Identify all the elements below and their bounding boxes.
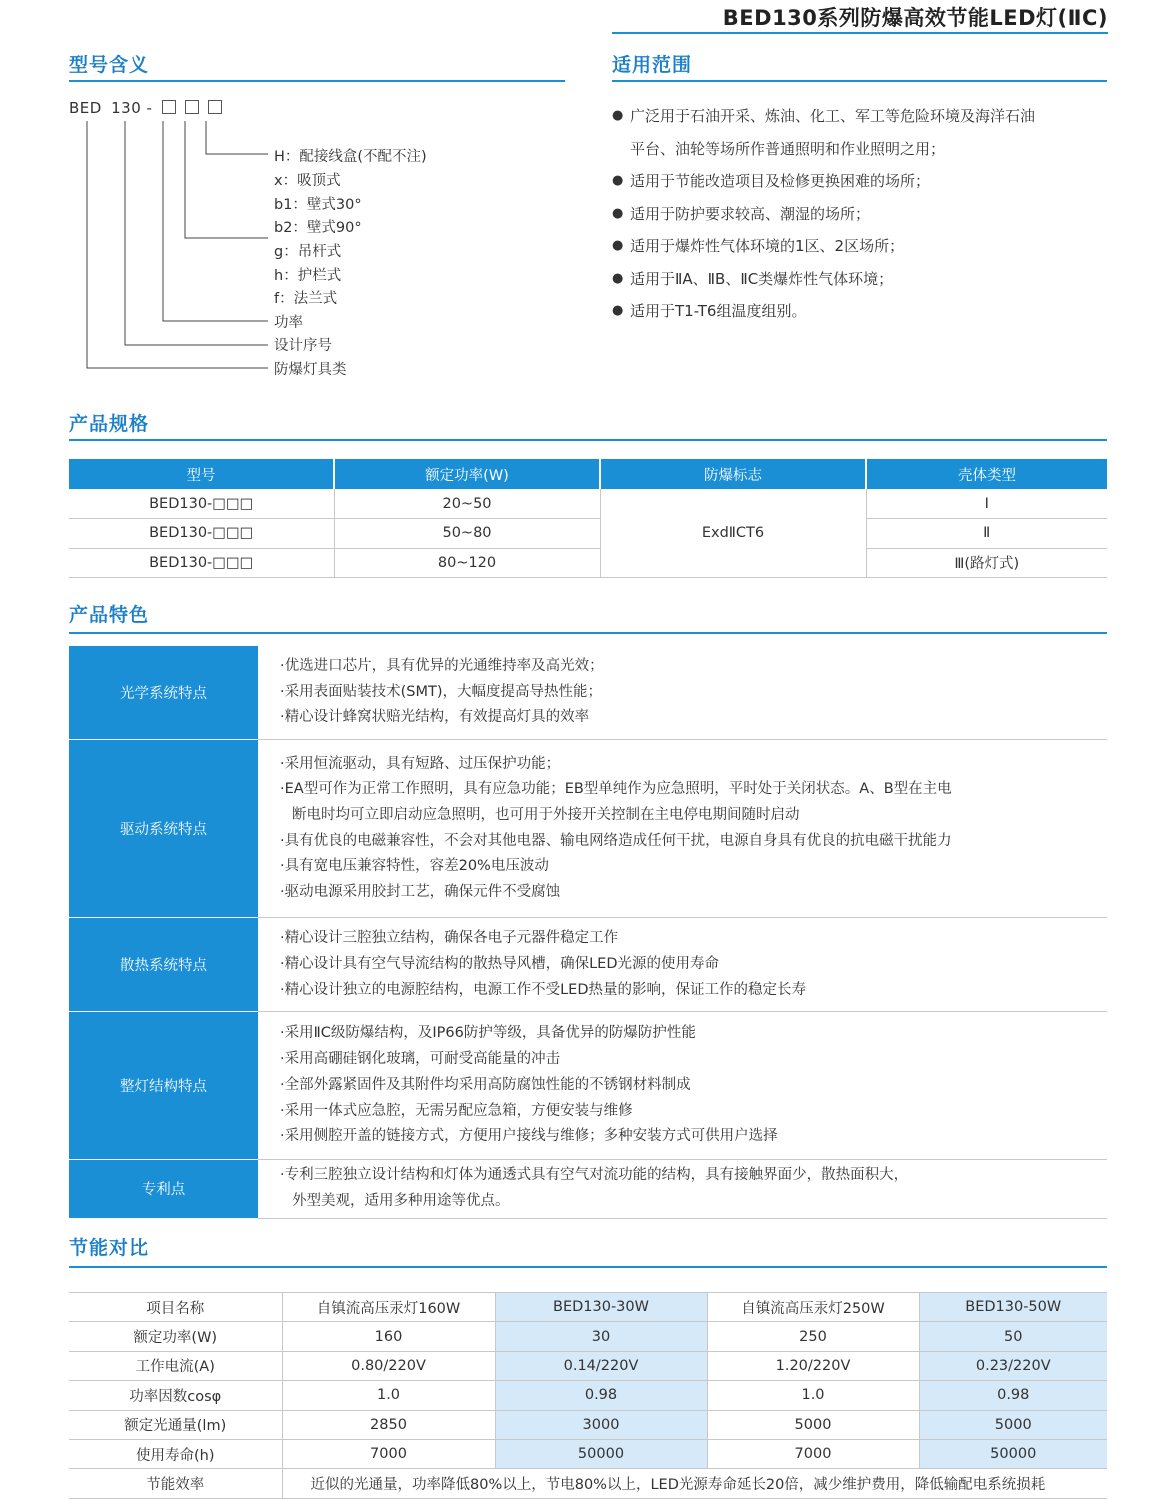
section-rule-energy — [69, 1266, 1107, 1268]
feature-body-driver: ·采用恒流驱动，具有短路、过压保护功能； ·EA型可作为正常工作照明，具有应急功能；EB型单纯作为应急照明，平时处于关闭状态。A、B型在主电 断电时均可立即启动应急照明，也可用于外接开关控制在主电停电期间随时启动 ·具有优良的电磁兼容性，不会对其他电器、输电网络造成任何干扰，电源自身具有优良的抗电磁干扰能力 ·具有宽电压兼容特性，容差20%电压波动 ·驱动电源采用胶封工艺，确保元件不受腐蚀 — [258, 740, 1107, 918]
feature-row-thermal — [69, 918, 1107, 1012]
meaning-label-b2: b2：壁式90° — [274, 220, 362, 236]
section-title-features: 产品特色 — [69, 604, 150, 626]
energy-cell-label: 使用寿命(h) — [69, 1439, 282, 1468]
energy-cell: 250 — [707, 1322, 919, 1351]
energy-cell-label: 额定功率(W) — [69, 1322, 282, 1351]
table-row — [69, 1439, 1107, 1468]
spec-cell-model: BED130-□□□ — [69, 489, 334, 519]
section-rule-features — [69, 632, 1107, 634]
spec-cell-power: 80~120 — [334, 548, 600, 578]
feature-body-thermal: ·精心设计三腔独立结构，确保各电子元器件稳定工作 ·精心设计具有空气导流结构的散热导风槽，确保LED光源的使用寿命 ·精心设计独立的电源腔结构，电源工作不受LED热量的影响，保证工作的稳定长寿 — [258, 918, 1107, 1012]
table-row — [69, 1351, 1107, 1380]
meaning-label-class: 防爆灯具类 — [274, 362, 347, 378]
scope-item: ● 适用于爆炸性气体环境的1区、2区场所； — [612, 230, 1112, 263]
energy-cell: 0.14/220V — [495, 1351, 707, 1380]
scope-item: ● 适用于节能改造项目及检修更换困难的场所； — [612, 165, 1112, 198]
energy-cell: 1.20/220V — [707, 1351, 919, 1380]
feature-body-structure: ·采用ⅡC级防爆结构，及IP66防护等级，具备优异的防爆防护性能 ·采用高硼硅钢化玻璃，可耐受高能量的冲击 ·全部外露紧固件及其附件均采用高防腐蚀性能的不锈钢材料制成 ·采用一体式应急腔，无需另配应急箱，方便安装与维修 ·采用侧腔开盖的链接方式，方便用户接线与维修；多种安装方式可供用户选择 — [258, 1012, 1107, 1160]
meaning-label-design: 设计序号 — [274, 338, 332, 354]
energy-cell: 5000 — [919, 1410, 1107, 1439]
energy-cell: 5000 — [707, 1410, 919, 1439]
feature-head-driver: 驱动系统特点 — [69, 740, 258, 918]
energy-cell: 3000 — [495, 1410, 707, 1439]
spec-header-shell: 壳体类型 — [866, 459, 1107, 489]
scope-item: ● 适用于防护要求较高、潮湿的场所； — [612, 198, 1112, 231]
scope-item: ● 适用于T1-T6组温度组别。 — [612, 295, 1112, 328]
features-table — [69, 646, 1107, 1219]
spec-cell-ex-mark: ExdⅡCT6 — [600, 489, 866, 578]
model-code-dash: - — [146, 99, 153, 117]
energy-header-item: 项目名称 — [69, 1293, 282, 1322]
spec-cell-shell: Ⅲ(路灯式) — [866, 548, 1107, 578]
spec-cell-model: BED130-□□□ — [69, 519, 334, 549]
energy-cell: 1.0 — [707, 1381, 919, 1410]
section-title-model-meaning: 型号含义 — [69, 54, 150, 76]
table-row — [69, 1410, 1107, 1439]
energy-cell: 50000 — [919, 1439, 1107, 1468]
energy-cell: 7000 — [707, 1439, 919, 1468]
table-row — [69, 548, 1107, 578]
energy-compare-table — [69, 1292, 1107, 1499]
meaning-label-b1: b1：壁式30° — [274, 197, 362, 213]
energy-cell: 0.98 — [495, 1381, 707, 1410]
section-rule-spec — [69, 439, 1107, 441]
feature-head-thermal: 散热系统特点 — [69, 918, 258, 1012]
energy-cell-label: 额定光通量(lm) — [69, 1410, 282, 1439]
model-meaning-leader-lines — [0, 0, 300, 380]
spec-header-power: 额定功率(W) — [334, 459, 600, 489]
table-row — [69, 1322, 1107, 1351]
energy-cell: 7000 — [282, 1439, 495, 1468]
table-row — [69, 1381, 1107, 1410]
spec-cell-power: 50~80 — [334, 519, 600, 549]
energy-cell: 0.23/220V — [919, 1351, 1107, 1380]
spec-cell-shell: Ⅱ — [866, 519, 1107, 549]
table-row — [69, 1469, 1107, 1498]
energy-cell: 1.0 — [282, 1381, 495, 1410]
spec-cell-shell: Ⅰ — [866, 489, 1107, 519]
section-title-scope: 适用范围 — [612, 54, 693, 76]
energy-efficiency-note: 近似的光通量，功率降低80%以上，节电80%以上，LED光源寿命延长20倍，减少维护费用，降低输配电系统损耗 — [282, 1469, 1107, 1498]
model-code-prefix: BED — [69, 99, 102, 117]
meaning-label-g: g：吊杆式 — [274, 244, 342, 260]
meaning-label-h: H：配接线盒(不配不注) — [274, 149, 427, 165]
section-title-energy: 节能对比 — [69, 1237, 150, 1259]
title-rule — [612, 32, 1108, 34]
energy-header-col1: 自镇流高压汞灯160W — [282, 1293, 495, 1322]
energy-cell-label: 工作电流(A) — [69, 1351, 282, 1380]
scope-item: ● 广泛用于石油开采、炼油、化工、军工等危险环境及海洋石油 平台、油轮等场所作普通照明和作业照明之用； — [612, 100, 1112, 165]
feature-head-structure: 整灯结构特点 — [69, 1012, 258, 1160]
meaning-label-h2: h：护栏式 — [274, 268, 342, 284]
energy-cell-label: 功率因数cosφ — [69, 1381, 282, 1410]
feature-body-patent: ·专利三腔独立设计结构和灯体为通透式具有空气对流功能的结构，具有接触界面少，散热面积大， 外型美观，适用多种用途等优点。 — [258, 1160, 1107, 1218]
meaning-label-power: 功率 — [274, 315, 303, 331]
spec-header-ex: 防爆标志 — [600, 459, 866, 489]
energy-cell-label: 节能效率 — [69, 1469, 282, 1498]
spec-table — [69, 459, 1107, 578]
meaning-label-x: x：吸顶式 — [274, 173, 341, 189]
feature-row-driver — [69, 740, 1107, 918]
energy-cell: 2850 — [282, 1410, 495, 1439]
energy-cell: 0.98 — [919, 1381, 1107, 1410]
energy-cell: 50000 — [495, 1439, 707, 1468]
section-rule-scope — [612, 80, 1107, 82]
energy-header-col2: BED130-30W — [495, 1293, 707, 1322]
energy-cell: 0.80/220V — [282, 1351, 495, 1380]
spec-header-row — [69, 459, 1107, 489]
table-row — [69, 489, 1107, 519]
scope-list — [612, 100, 1112, 328]
scope-item: ● 适用于ⅡA、ⅡB、ⅡC类爆炸性气体环境； — [612, 263, 1112, 296]
energy-header-col3: 自镇流高压汞灯250W — [707, 1293, 919, 1322]
energy-header-row — [69, 1293, 1107, 1322]
energy-cell: 50 — [919, 1322, 1107, 1351]
section-title-spec: 产品规格 — [69, 413, 150, 435]
energy-cell: 160 — [282, 1322, 495, 1351]
energy-header-col4: BED130-50W — [919, 1293, 1107, 1322]
model-code-series: 130 — [111, 99, 142, 117]
meaning-label-f: f：法兰式 — [274, 291, 338, 307]
feature-head-optical: 光学系统特点 — [69, 646, 258, 740]
spec-cell-model: BED130-□□□ — [69, 548, 334, 578]
feature-body-optical: ·优选进口芯片，具有优异的光通维持率及高光效； ·采用表面贴装技术(SMT)，大幅度提高导热性能； ·精心设计蜂窝状赔光结构，有效提高灯具的效率 — [258, 646, 1107, 740]
energy-cell: 30 — [495, 1322, 707, 1351]
page-title: BED130系列防爆高效节能LED灯(ⅡC) — [722, 6, 1108, 30]
feature-head-patent: 专利点 — [69, 1160, 258, 1218]
spec-header-model: 型号 — [69, 459, 334, 489]
table-row — [69, 519, 1107, 549]
feature-row-structure — [69, 1012, 1107, 1160]
spec-cell-power: 20~50 — [334, 489, 600, 519]
feature-row-optical — [69, 646, 1107, 740]
feature-row-patent — [69, 1160, 1107, 1218]
